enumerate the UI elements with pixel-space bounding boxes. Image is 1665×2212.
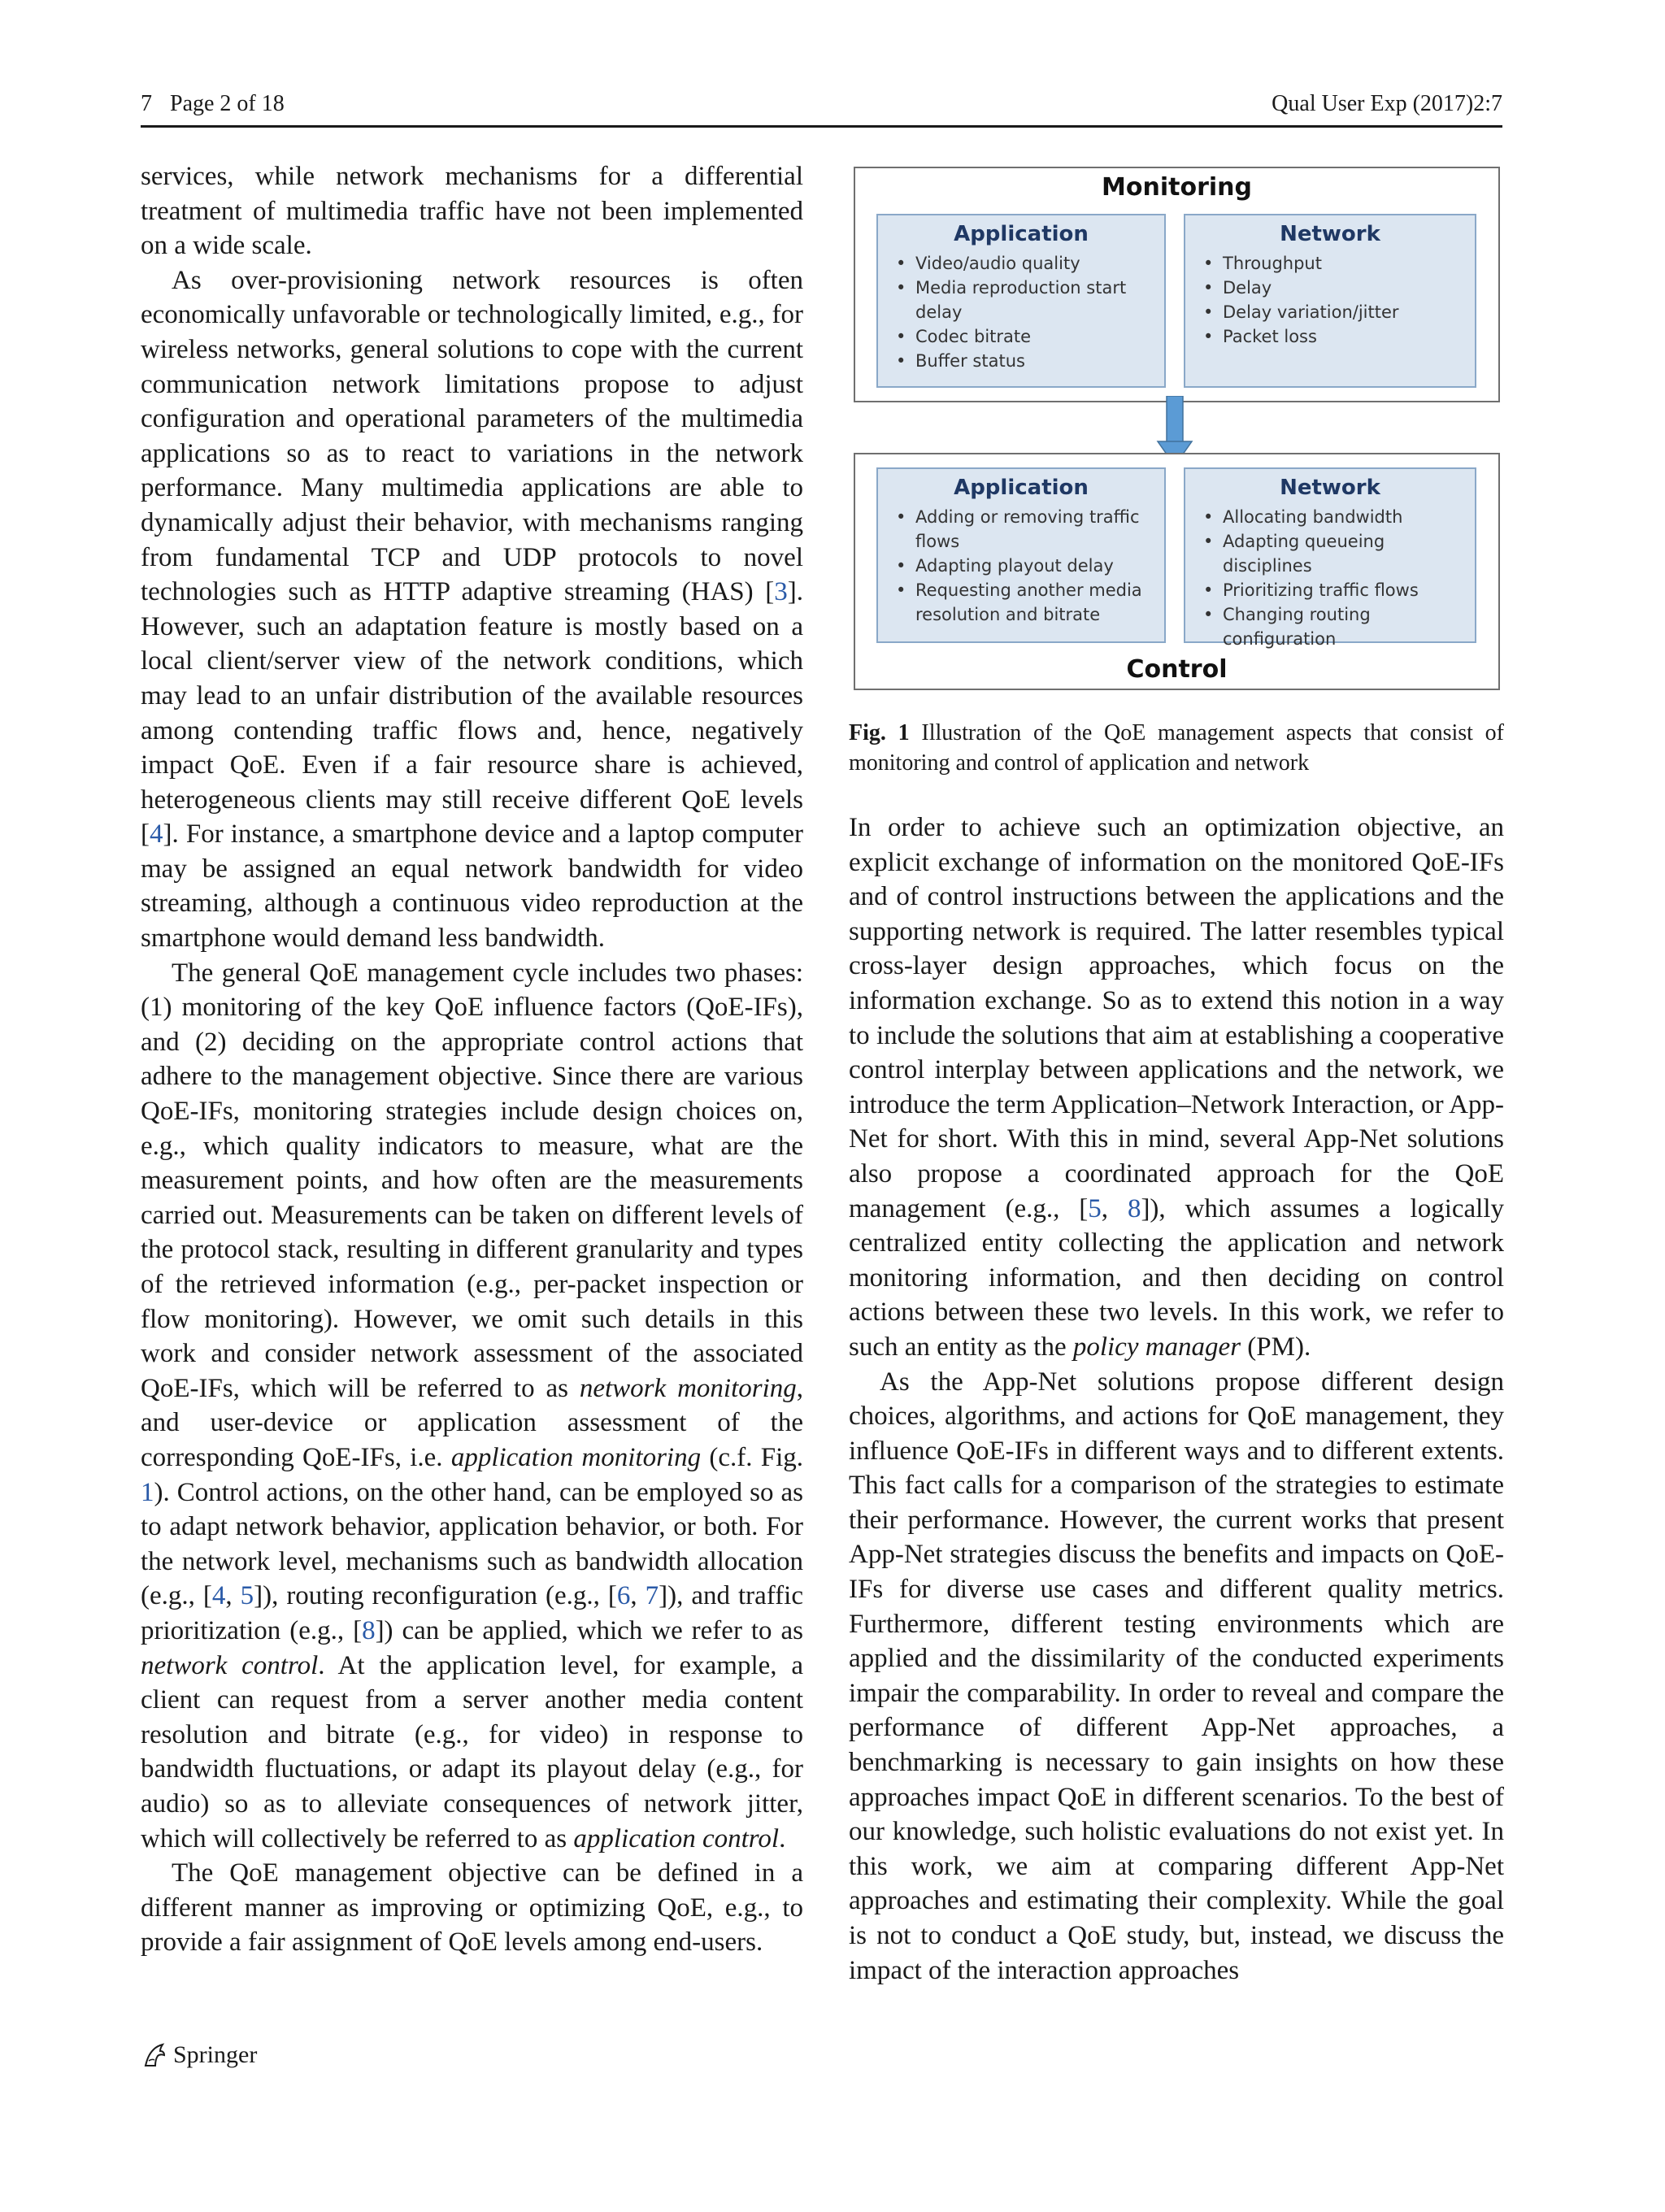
item-list — [1185, 251, 1475, 349]
list-item: • Adapting queueing disciplines — [1203, 529, 1467, 578]
figure-1 — [854, 167, 1500, 690]
panel-heading: Network — [1280, 476, 1380, 500]
list-item: • Prioritizing traffic flows — [1203, 578, 1467, 602]
list-item: • Throughput — [1203, 251, 1467, 276]
monitoring-network-panel — [1184, 214, 1476, 388]
list-item: • Changing routing configuration — [1203, 602, 1467, 651]
list-item: • Delay — [1203, 276, 1467, 300]
citation-link[interactable]: 8 — [1127, 1193, 1141, 1223]
citation-link[interactable]: 7 — [645, 1581, 659, 1611]
left-column — [141, 159, 803, 1960]
item-list — [1185, 505, 1475, 651]
springer-horse-icon — [141, 2041, 168, 2069]
citation-link[interactable]: 3 — [774, 577, 788, 607]
list-item: • Media reproduction start delay — [896, 276, 1156, 324]
list-item: • Packet loss — [1203, 324, 1467, 349]
paragraph: services, while network mechanisms for a differential treatment of multimedia traffic have not been implemented on a wide scale. — [141, 162, 803, 261]
control-box — [854, 453, 1500, 690]
right-column — [849, 810, 1504, 1988]
control-network-panel — [1184, 467, 1476, 649]
list-item: • Allocating bandwidth — [1203, 505, 1467, 529]
paragraph: As the App-Net solutions propose different design choices, algorithms, and actions for QoE management, they influence QoE-IFs in different ways and to different extents. This fact calls for a comparison of the strategies to estimate their performance. However, the current works that present App-Net strategies discuss the benefits and impacts on QoE-IFs for diverse use cases and different quality metrics. Furthermore, different testing environments which are applied and the dissimilarity of the conducted experiments impair the comparability. In order to reveal and compare the performance of different App-Net approaches, a benchmarking is necessary to gain insights on how these approaches impact QoE in different scenarios. To the best of our knowledge, such holistic evaluations do not exist yet. In this work, we aim at comparing different App-Net approaches and estimating their complexity. While the goal is not to conduct a QoE study, but, instead, we discuss the impact of the interaction approaches — [849, 1367, 1504, 1985]
figure-link[interactable]: 1 — [141, 1477, 154, 1507]
header-rule — [141, 125, 1502, 128]
list-item: • Delay variation/jitter — [1203, 300, 1467, 324]
citation-link[interactable]: 5 — [1088, 1193, 1102, 1223]
paragraph: The general QoE management cycle includes two phases: (1) monitoring of the key QoE influence factors (QoE-IFs), and (2) deciding on the appropriate control actions that adhere to the management objective. Since there are various QoE-IFs, monitoring strategies include design choices on, e.g., which quality indicators to measure, what are the measurement points, and how often are the measurements carried out. Measurements can be taken on different levels of the protocol stack, resulting in different granularity and types of the retrieved information (e.g., per-packet inspection or flow monitoring). However, we omit such details in this work and consider network assessment of the associated QoE-IFs, which will be referred to as network monitoring, and user-device or application assessment of the corresponding QoE-IFs, i.e. application monitoring (c.f. Fig. 1). Control actions, on the other hand, can be employed so as to adapt network behavior, application behavior, or both. For the network level, mechanisms such as bandwidth allocation (e.g., [4, 5]), routing reconfiguration (e.g., [6, 7]), and traffic prioritization (e.g., [8]) can be applied, which we refer to as network control. At the application level, for example, a client can request from a server another media content resolution and bitrate (e.g., for video) in response to bandwidth fluctuations, or adapt its playout delay (e.g., for audio) so as to alleviate consequences of network jitter, which will collectively be referred to as application control. — [141, 958, 804, 1853]
citation-link[interactable]: 8 — [362, 1615, 376, 1645]
paragraph: As over-provisioning network resources is often economically unfavorable or technologically limited, e.g., for wireless networks, general solutions to cope with the current communication network limitations propose to adjust configuration and operational parameters of the multimedia applications so as to react to variations in the network performance. Many multimedia applications are able to dynamically adjust their behavior, with mechanisms ranging from fundamental TCP and UDP protocols to novel technologies such as HTTP adaptive streaming (HAS) [3]. However, such an adaptation feature is mostly based on a local client/server view of the network conditions, which may lead to an unfair distribution of the available resources among contending traffic flows and, hence, negatively impact QoE. Even if a fair resource share is achieved, heterogeneous clients may still receive different QoE levels [4]. For instance, a smartphone device and a laptop computer may be assigned an equal network bandwidth for video streaming, although a continuous video reproduction at the smartphone would demand less bandwidth. — [141, 265, 803, 954]
list-item: • Video/audio quality — [896, 251, 1156, 276]
paragraph: In order to achieve such an optimization objective, an explicit exchange of information on the monitored QoE-IFs and of control instructions between the applications and the supporting network is required. The latter resembles typical cross-layer design approaches, which focus on the information exchange. So as to extend this notion in a way to include the solutions that aim at establishing a cooperative control interplay between applications and the network, we introduce the term Application–Network Interaction, or App-Net for short. With this in mind, several App-Net solutions also propose a coordinated approach for the QoE management (e.g., [5, 8]), which assumes a logically centralized entity collecting the application and network monitoring information, and then deciding on control actions between these two levels. In this work, we refer to such an entity as the policy manager (PM). — [849, 813, 1505, 1362]
panel-heading: Application — [954, 476, 1089, 500]
figure-caption — [849, 718, 1504, 778]
monitoring-application-panel — [876, 214, 1166, 388]
citation-link[interactable]: 5 — [240, 1581, 254, 1611]
list-item: • Buffer status — [896, 349, 1156, 373]
control-application-panel — [876, 467, 1166, 643]
list-item: • Adding or removing traffic flows — [896, 505, 1156, 554]
list-item: • Codec bitrate — [896, 324, 1156, 349]
citation-link[interactable]: 4 — [150, 819, 163, 850]
monitoring-title: Monitoring — [1102, 173, 1252, 202]
panel-heading: Network — [1280, 222, 1380, 246]
control-title: Control — [1126, 655, 1228, 684]
article-number: 7 — [141, 91, 152, 116]
item-list — [878, 505, 1164, 627]
monitoring-box — [854, 167, 1500, 402]
item-list — [878, 251, 1164, 373]
citation-link[interactable]: 6 — [616, 1581, 631, 1611]
publisher-name: Springer — [173, 2041, 258, 2068]
journal-citation: Qual User Exp (2017)2:7 — [1272, 91, 1502, 116]
caption-label: Fig. 1 — [849, 720, 910, 745]
citation-link[interactable]: 4 — [211, 1581, 226, 1611]
caption-text: Illustration of the QoE management aspects that consist of monitoring and control of application and network — [849, 720, 1504, 776]
panel-heading: Application — [954, 222, 1089, 246]
header-left — [141, 88, 285, 120]
page-label: Page 2 of 18 — [170, 91, 285, 116]
paragraph: The QoE management objective can be defined in a different manner as improving or optimizing QoE, e.g., to provide a fair assignment of QoE levels among end-users. — [141, 1858, 803, 1958]
publisher-footer — [141, 2039, 257, 2071]
list-item: • Adapting playout delay — [896, 554, 1156, 578]
running-header — [141, 88, 1502, 127]
list-item: • Requesting another media resolution and bitrate — [896, 578, 1156, 627]
